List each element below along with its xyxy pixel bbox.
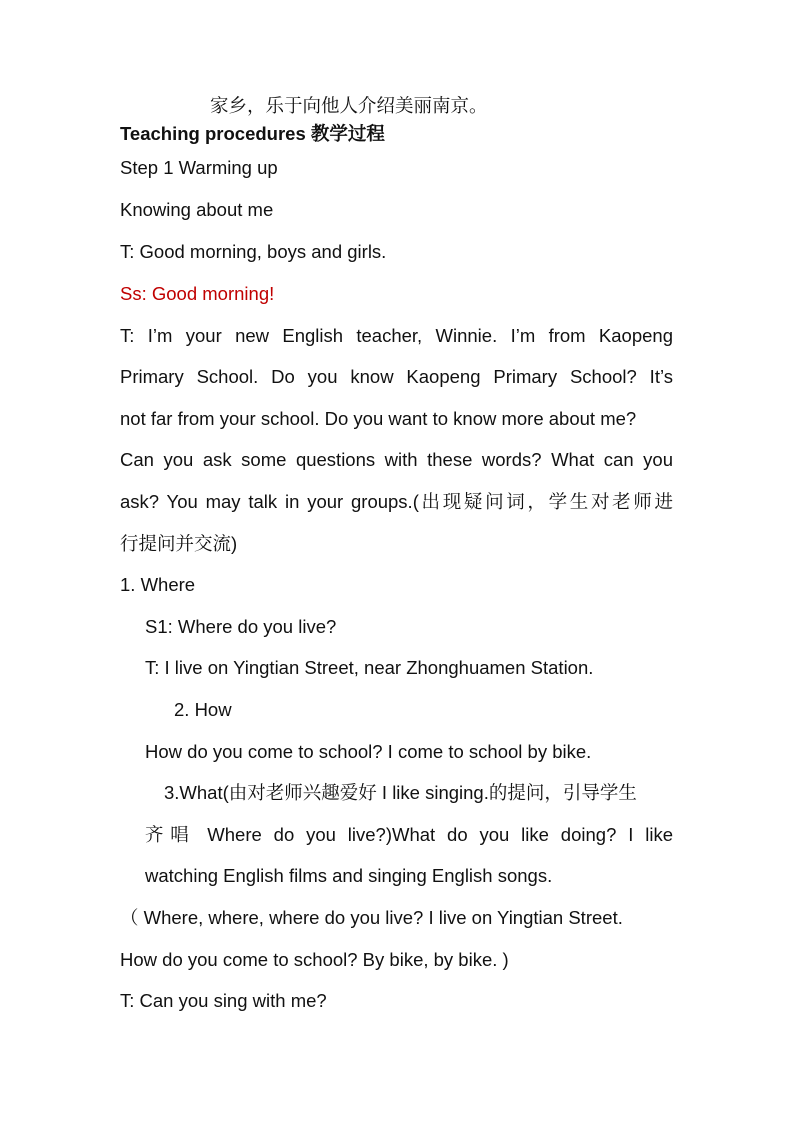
para-line: ask? You may talk in your groups.(出现疑问词，学生对老师进 [120, 491, 673, 512]
teacher-question: T: Can you sing with me? [120, 990, 327, 1011]
student-question: S1: Where do you live? [145, 616, 337, 637]
para-line: 行提问并交流) [120, 533, 238, 554]
teacher-answer: T: I live on Yingtian Street, near Zhonghuamen Station. [145, 657, 594, 678]
song-line: How do you come to school? By bike, by bike. ) [120, 949, 509, 970]
para-line: T: I’m your new English teacher, Winnie. I’m from Kaopeng [120, 325, 673, 346]
item-where: 1. Where [120, 574, 196, 595]
top-fragment: 家乡，乐于向他人介绍美丽南京。 [210, 95, 488, 116]
activity-title: Knowing about me [120, 199, 274, 220]
para-line: Can you ask some questions with these words? What can you [120, 449, 673, 470]
para-line: not far from your school. Do you want to know more about me? [120, 408, 637, 429]
students-response [120, 282, 274, 306]
step-title: Step 1 Warming up [120, 157, 278, 178]
item-what-line: watching English films and singing English songs. [145, 865, 553, 886]
section-heading: Teaching procedures 教学过程 [120, 123, 385, 144]
students-text: : Good morning! [141, 283, 275, 304]
item-how: 2. How [174, 699, 232, 720]
teacher-greeting: T: Good morning, boys and girls. [120, 241, 387, 262]
item-what-line: 齐唱 Where do you live?)What do you like doing? I like [145, 824, 673, 845]
students-label: Ss [120, 283, 142, 304]
item-what: 3.What(由对老师兴趣爱好 I like singing.的提问，引导学生 [164, 782, 637, 803]
para-line: Primary School. Do you know Kaopeng Primary School? It’s [120, 366, 673, 387]
song-line: （ Where, where, where do you live? I live on Yingtian Street. [120, 907, 623, 928]
how-line: How do you come to school? I come to school by bike. [145, 741, 592, 762]
